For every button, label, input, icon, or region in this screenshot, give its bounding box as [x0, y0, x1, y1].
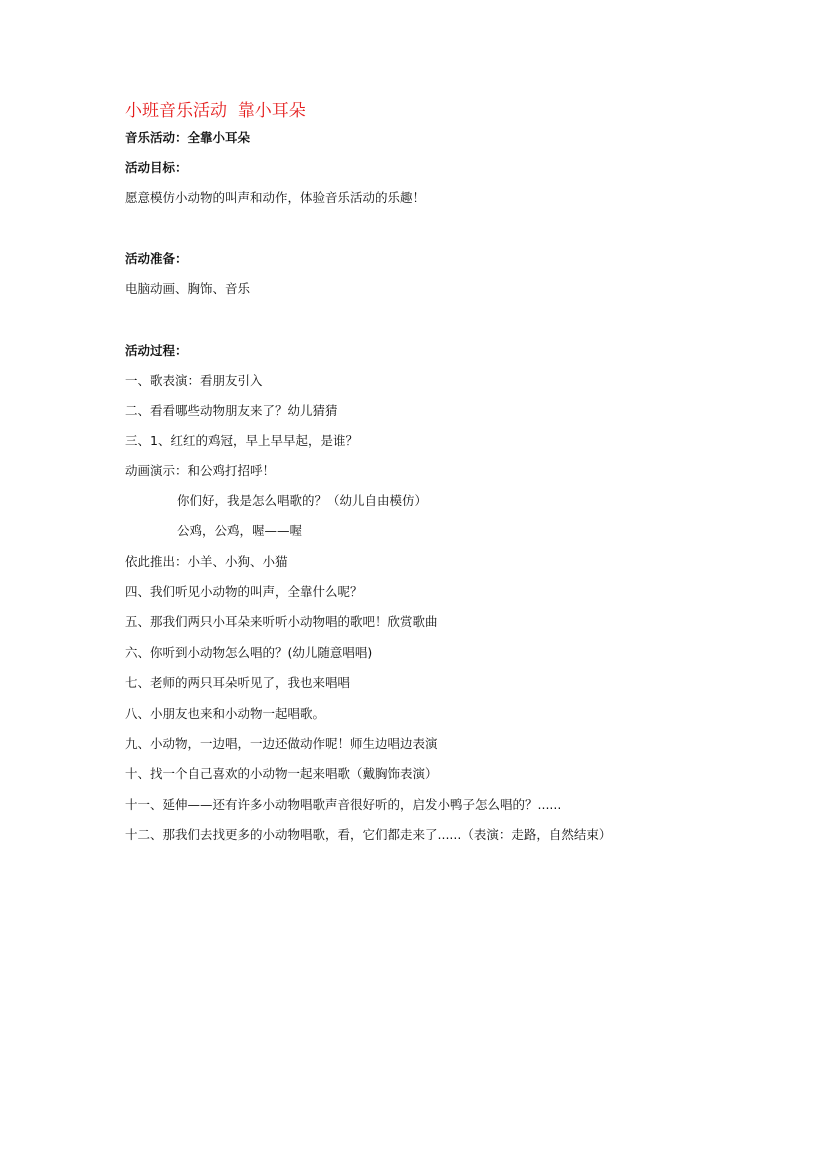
step-3: 三、1、红红的鸡冠，早上早早起，是谁？	[125, 433, 358, 448]
step-1: 一、歌表演：看朋友引入	[125, 373, 263, 388]
prep-heading: 活动准备：	[125, 251, 188, 266]
subtitle: 音乐活动：全靠小耳朵	[125, 130, 251, 145]
step-3-greeting: 你们好，我是怎么唱歌的？（幼儿自由模仿）	[177, 493, 428, 508]
step-3-animation: 动画演示：和公鸡打招呼！	[125, 463, 276, 478]
step-4: 四、我们听见小动物的叫声，全靠什么呢？	[125, 584, 363, 599]
step-10: 十、找一个自己喜欢的小动物一起来唱歌（戴胸饰表演）	[125, 766, 438, 781]
step-7: 七、老师的两只耳朵听见了，我也来唱唱	[125, 675, 351, 690]
step-3-follow: 依此推出：小羊、小狗、小猫	[125, 554, 288, 569]
goal-heading: 活动目标：	[125, 160, 188, 175]
step-8: 八、小朋友也来和小动物一起唱歌。	[125, 706, 326, 721]
document-title: 小班音乐活动 靠小耳朵	[125, 101, 306, 121]
prep-text: 电脑动画、胸饰、音乐	[125, 281, 251, 296]
step-12: 十二、那我们去找更多的小动物唱歌，看，它们都走来了......（表演：走路，自然结束）	[125, 827, 612, 842]
step-11: 十一、延伸——还有许多小动物唱歌声音很好听的，启发小鸭子怎么唱的？......	[125, 797, 562, 812]
step-3-rooster: 公鸡，公鸡，喔——喔	[177, 523, 303, 538]
step-6: 六、你听到小动物怎么唱的？(幼儿随意唱唱)	[125, 645, 373, 660]
step-5: 五、那我们两只小耳朵来听听小动物唱的歌吧！欣赏歌曲	[125, 614, 438, 629]
step-9: 九、小动物，一边唱，一边还做动作呢！师生边唱边表演	[125, 736, 438, 751]
goal-text: 愿意模仿小动物的叫声和动作，体验音乐活动的乐趣！	[125, 190, 426, 205]
step-2: 二、看看哪些动物朋友来了？幼儿猜猜	[125, 403, 338, 418]
process-heading: 活动过程：	[125, 343, 188, 358]
